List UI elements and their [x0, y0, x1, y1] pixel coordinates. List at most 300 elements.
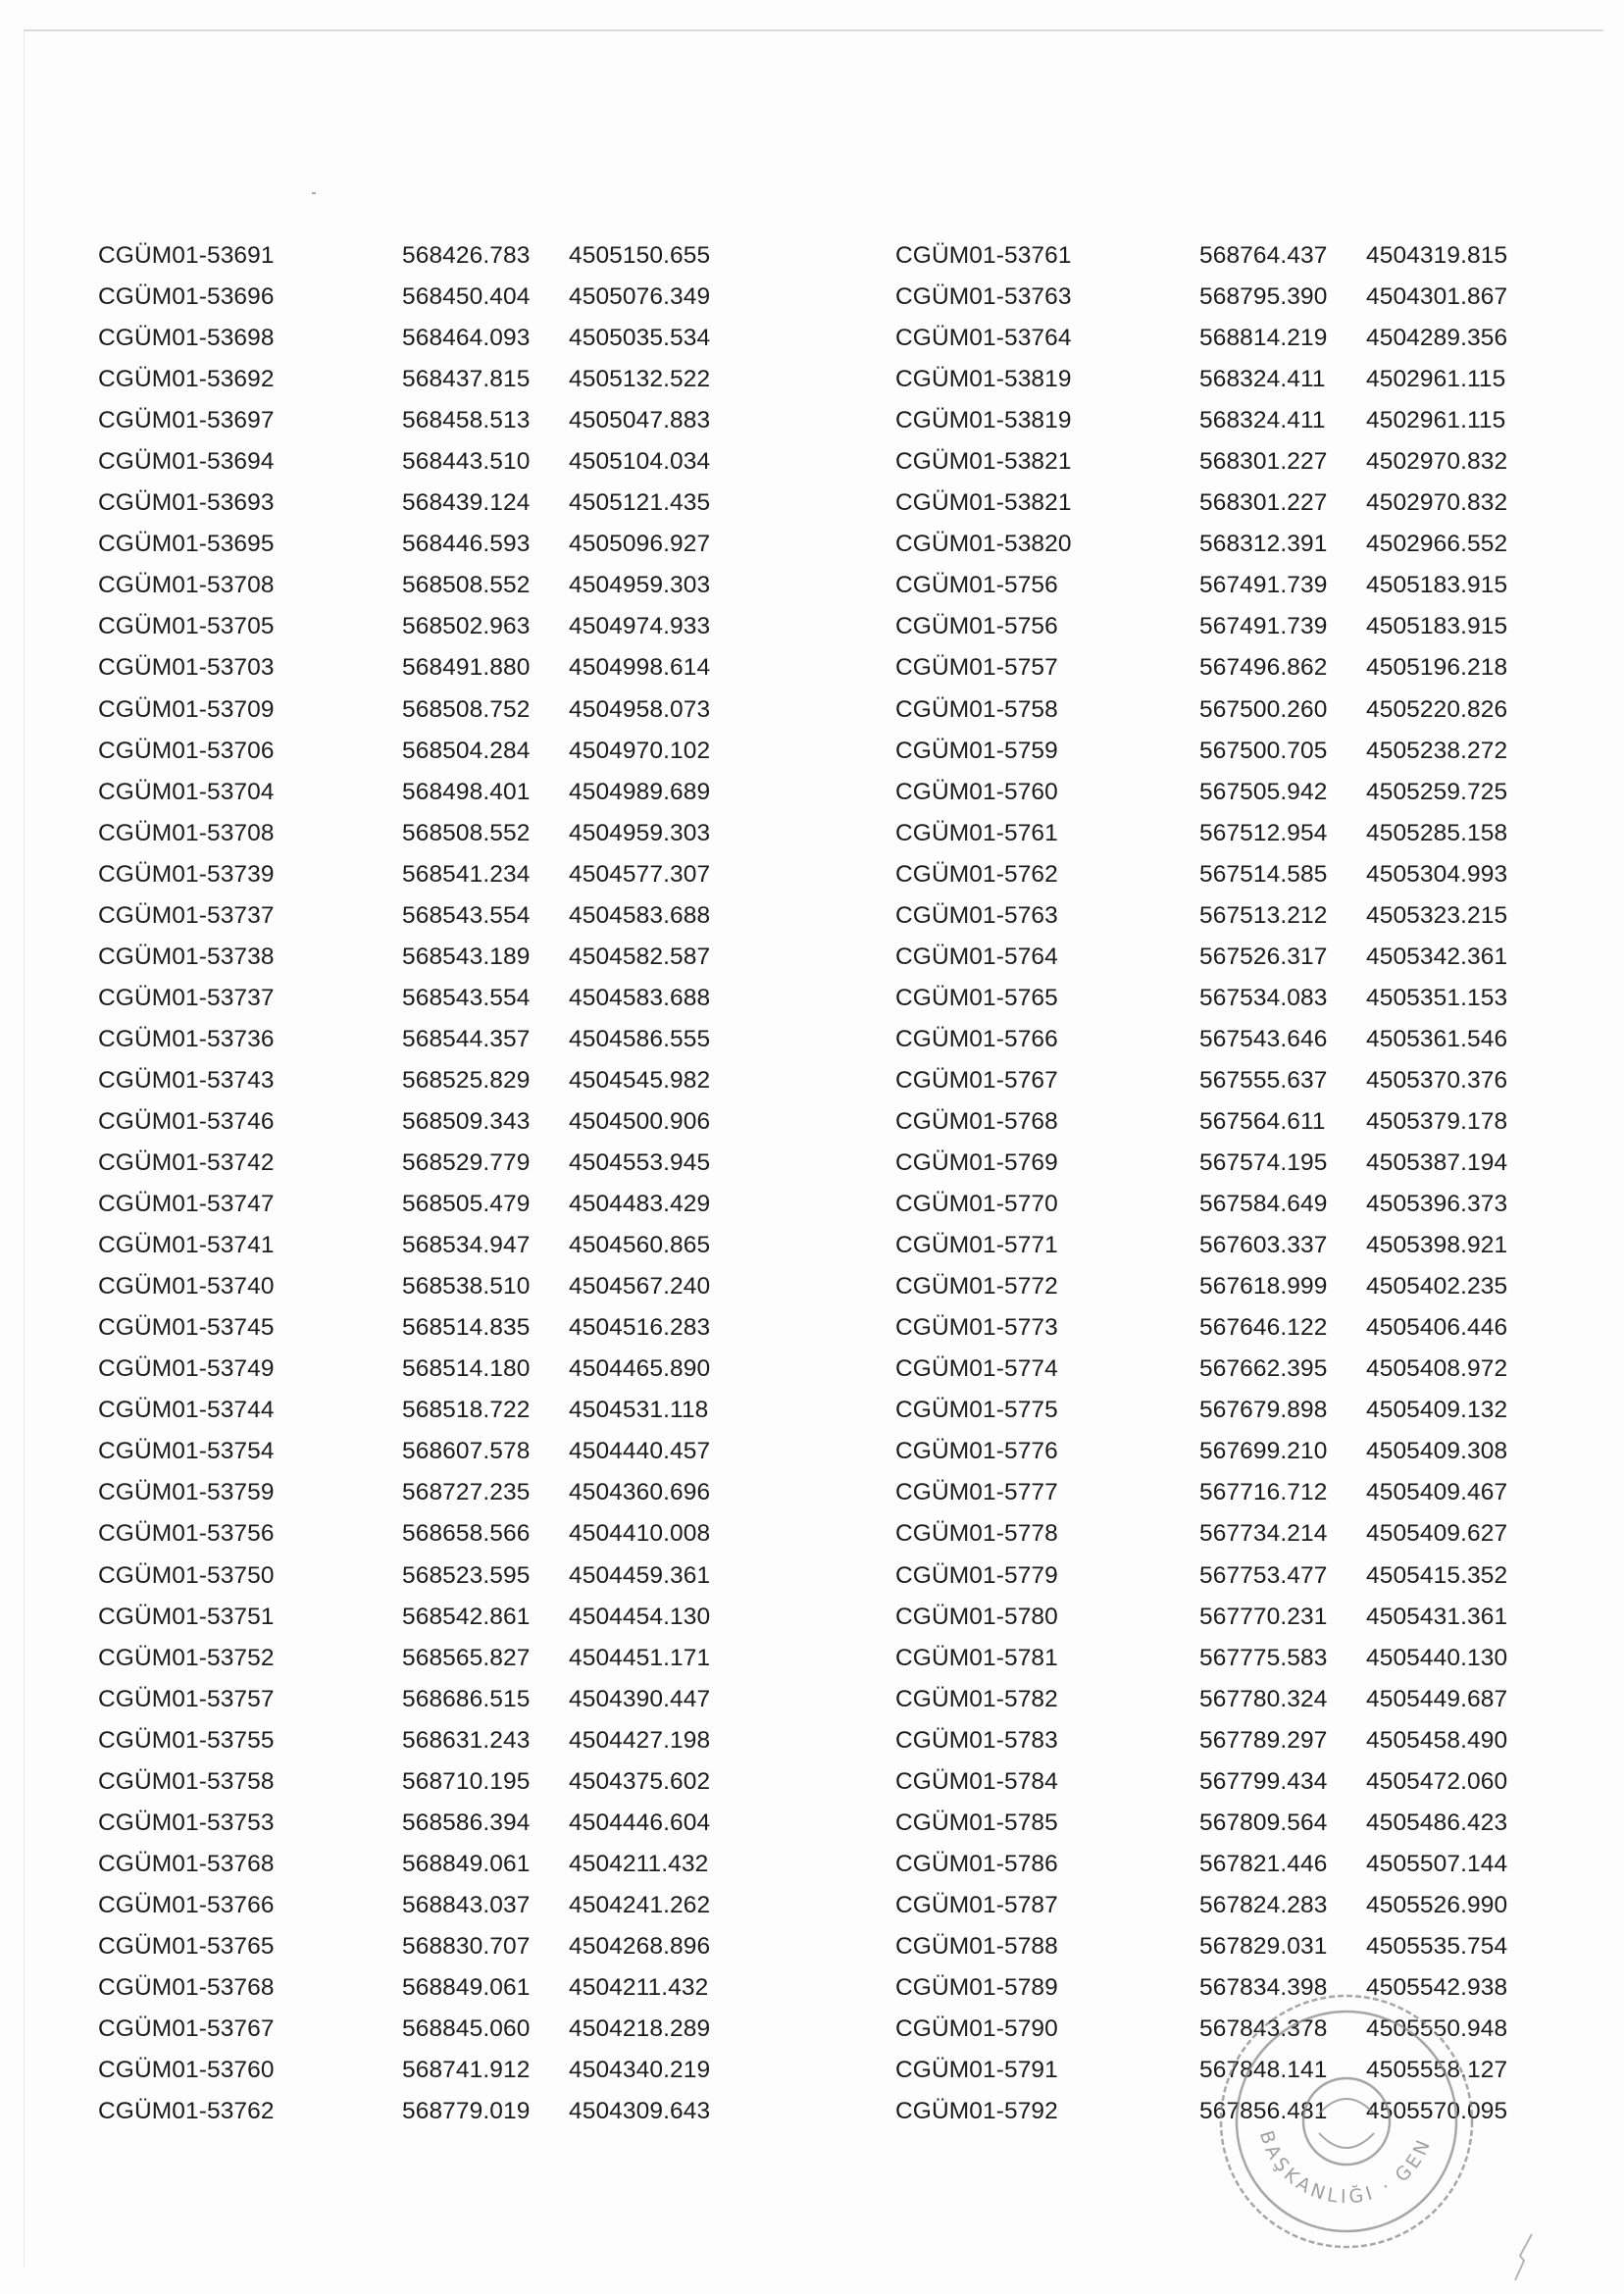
northing-value: 4505076.349 [569, 283, 711, 311]
coordinate-row [98, 1597, 736, 1638]
ink-mark [1510, 2226, 1540, 2285]
point-code: CGÜM01-5756 [895, 613, 1058, 640]
point-code: CGÜM01-53757 [98, 1685, 275, 1712]
northing-value: 4504241.262 [569, 1891, 711, 1918]
coordinate-row [98, 400, 736, 441]
northing-value: 4505526.990 [1366, 1891, 1508, 1918]
northing-value: 4504211.432 [569, 1850, 709, 1877]
point-code: CGÜM01-5760 [895, 778, 1058, 805]
point-code: CGÜM01-5774 [895, 1355, 1058, 1383]
coordinate-row [895, 1885, 1533, 1926]
easting-value: 567603.337 [1199, 1232, 1328, 1259]
northing-value: 4505132.522 [569, 366, 711, 393]
coordinate-row [98, 1390, 736, 1431]
point-code: CGÜM01-53705 [98, 613, 275, 640]
coordinate-row [895, 235, 1533, 277]
point-code: CGÜM01-5789 [895, 1973, 1058, 2001]
easting-value: 567799.434 [1199, 1767, 1328, 1795]
coordinate-row [895, 1349, 1533, 1390]
northing-value: 4504959.303 [569, 572, 711, 599]
point-code: CGÜM01-5780 [895, 1603, 1058, 1630]
northing-value: 4505285.158 [1366, 819, 1508, 846]
northing-value: 4505047.883 [569, 407, 711, 434]
coordinate-row [895, 1390, 1533, 1431]
coordinate-row [895, 813, 1533, 854]
northing-value: 4504989.689 [569, 778, 711, 805]
point-code: CGÜM01-5761 [895, 819, 1058, 846]
northing-value: 4505342.361 [1366, 943, 1508, 970]
coordinate-row [98, 1060, 736, 1101]
northing-value: 4504309.643 [569, 2098, 711, 2125]
easting-value: 568845.060 [402, 2015, 531, 2043]
easting-value: 568849.061 [402, 1850, 531, 1877]
point-code: CGÜM01-53746 [98, 1108, 275, 1135]
coordinate-row [98, 647, 736, 688]
coordinate-row [895, 1431, 1533, 1472]
northing-value: 4505440.130 [1366, 1644, 1508, 1671]
point-code: CGÜM01-53695 [98, 531, 275, 558]
northing-value: 4505409.132 [1366, 1397, 1508, 1424]
point-code: CGÜM01-53768 [98, 1850, 275, 1877]
point-code: CGÜM01-53750 [98, 1561, 275, 1589]
coordinate-row [98, 895, 736, 937]
northing-value: 4504516.283 [569, 1314, 711, 1342]
point-code: CGÜM01-53692 [98, 366, 275, 393]
northing-value: 4505259.725 [1366, 778, 1508, 805]
easting-value: 567809.564 [1199, 1809, 1328, 1836]
coordinate-row [98, 1555, 736, 1597]
point-code: CGÜM01-5756 [895, 572, 1058, 599]
northing-value: 4505449.687 [1366, 1685, 1508, 1712]
point-code: CGÜM01-53821 [895, 489, 1072, 517]
point-code: CGÜM01-53742 [98, 1149, 275, 1177]
coordinate-row [98, 1926, 736, 1967]
coordinate-list-right [895, 235, 1533, 2132]
easting-value: 568458.513 [402, 407, 531, 434]
point-code: CGÜM01-53761 [895, 242, 1072, 270]
easting-value: 567500.260 [1199, 695, 1328, 723]
coordinate-row [895, 1926, 1533, 1967]
northing-value: 4505323.215 [1366, 901, 1508, 929]
easting-value: 567829.031 [1199, 1932, 1328, 1960]
point-code: CGÜM01-5769 [895, 1149, 1058, 1177]
point-code: CGÜM01-5778 [895, 1520, 1058, 1548]
northing-value: 4505361.546 [1366, 1025, 1508, 1052]
point-code: CGÜM01-53760 [98, 2057, 275, 2084]
easting-value: 568631.243 [402, 1726, 531, 1754]
easting-value: 568814.219 [1199, 325, 1328, 352]
coordinate-row [98, 1019, 736, 1060]
easting-value: 568523.595 [402, 1561, 531, 1589]
easting-value: 568607.578 [402, 1438, 531, 1465]
coordinate-row [895, 1266, 1533, 1307]
northing-value: 4505096.927 [569, 531, 711, 558]
coordinate-row [895, 731, 1533, 772]
point-code: CGÜM01-5787 [895, 1891, 1058, 1918]
easting-value: 567789.297 [1199, 1726, 1328, 1754]
northing-value: 4505415.352 [1366, 1561, 1508, 1589]
easting-value: 567526.317 [1199, 943, 1328, 970]
easting-value: 567775.583 [1199, 1644, 1328, 1671]
point-code: CGÜM01-53768 [98, 1973, 275, 2001]
coordinate-row [98, 772, 736, 813]
northing-value: 4505035.534 [569, 325, 711, 352]
easting-value: 567491.739 [1199, 572, 1328, 599]
coordinate-row [98, 1761, 736, 1803]
point-code: CGÜM01-53708 [98, 819, 275, 846]
northing-value: 4505558.127 [1366, 2057, 1508, 2084]
coordinate-row [98, 1885, 736, 1926]
coordinate-row [895, 1597, 1533, 1638]
easting-value: 568301.227 [1199, 489, 1328, 517]
coordinate-row [895, 937, 1533, 978]
coordinate-row [98, 1307, 736, 1349]
easting-value: 567496.862 [1199, 654, 1328, 682]
northing-value: 4505387.194 [1366, 1149, 1508, 1177]
coordinate-row [895, 606, 1533, 647]
northing-value: 4504319.815 [1366, 242, 1508, 270]
point-code: CGÜM01-53743 [98, 1066, 275, 1094]
easting-value: 567699.210 [1199, 1438, 1328, 1465]
point-code: CGÜM01-5776 [895, 1438, 1058, 1465]
point-code: CGÜM01-5762 [895, 860, 1058, 888]
point-code: CGÜM01-53706 [98, 737, 275, 764]
northing-value: 4502970.832 [1366, 489, 1508, 517]
easting-value: 567555.637 [1199, 1066, 1328, 1094]
coordinate-row [895, 565, 1533, 606]
northing-value: 4504375.602 [569, 1767, 711, 1795]
point-code: CGÜM01-53744 [98, 1397, 275, 1424]
point-code: CGÜM01-53697 [98, 407, 275, 434]
northing-value: 4505402.235 [1366, 1273, 1508, 1300]
easting-value: 568795.390 [1199, 283, 1328, 311]
point-code: CGÜM01-53696 [98, 283, 275, 311]
point-code: CGÜM01-5759 [895, 737, 1058, 764]
coordinate-row [98, 1803, 736, 1844]
point-code: CGÜM01-53821 [895, 448, 1072, 476]
point-code: CGÜM01-53709 [98, 695, 275, 723]
northing-value: 4505472.060 [1366, 1767, 1508, 1795]
coordinate-row [895, 978, 1533, 1019]
easting-value: 567584.649 [1199, 1191, 1328, 1218]
northing-value: 4505121.435 [569, 489, 711, 517]
easting-value: 568505.479 [402, 1191, 531, 1218]
point-code: CGÜM01-5781 [895, 1644, 1058, 1671]
easting-value: 568504.284 [402, 737, 531, 764]
coordinate-row [895, 1679, 1533, 1720]
coordinate-row [98, 1184, 736, 1225]
coordinate-row [895, 1555, 1533, 1597]
point-code: CGÜM01-53739 [98, 860, 275, 888]
easting-value: 567662.395 [1199, 1355, 1328, 1383]
point-code: CGÜM01-53749 [98, 1355, 275, 1383]
easting-value: 567679.898 [1199, 1397, 1328, 1424]
coordinate-row [895, 1720, 1533, 1761]
easting-value: 567770.231 [1199, 1603, 1328, 1630]
northing-value: 4504446.604 [569, 1809, 711, 1836]
easting-value: 567821.446 [1199, 1850, 1328, 1877]
easting-value: 567513.212 [1199, 901, 1328, 929]
coordinate-row [98, 235, 736, 277]
easting-value: 567618.999 [1199, 1273, 1328, 1300]
easting-value: 567856.481 [1199, 2098, 1328, 2125]
northing-value: 4505550.948 [1366, 2015, 1508, 2043]
easting-value: 568727.235 [402, 1479, 531, 1506]
northing-value: 4505238.272 [1366, 737, 1508, 764]
easting-value: 568437.815 [402, 366, 531, 393]
coordinate-row [98, 1143, 736, 1184]
northing-value: 4504483.429 [569, 1191, 711, 1218]
easting-value: 567564.611 [1199, 1108, 1326, 1135]
point-code: CGÜM01-53766 [98, 1891, 275, 1918]
northing-value: 4505408.972 [1366, 1355, 1508, 1383]
easting-value: 567716.712 [1199, 1479, 1328, 1506]
coordinate-row [98, 606, 736, 647]
northing-value: 4504340.219 [569, 2057, 711, 2084]
point-code: CGÜM01-5772 [895, 1273, 1058, 1300]
easting-value: 568514.835 [402, 1314, 531, 1342]
coordinate-row [98, 854, 736, 895]
easting-value: 568542.861 [402, 1603, 531, 1630]
easting-value: 568541.234 [402, 860, 531, 888]
northing-value: 4504218.289 [569, 2015, 711, 2043]
northing-value: 4505431.361 [1366, 1603, 1508, 1630]
coordinate-row [895, 1513, 1533, 1555]
point-code: CGÜM01-5758 [895, 695, 1058, 723]
coordinate-row [98, 359, 736, 400]
northing-value: 4505458.490 [1366, 1726, 1508, 1754]
easting-value: 568450.404 [402, 283, 531, 311]
point-code: CGÜM01-53694 [98, 448, 275, 476]
stamp-text: BAŞKANLIĞI · GEN [1254, 2127, 1437, 2209]
northing-value: 4502966.552 [1366, 531, 1508, 558]
scan-mark [312, 192, 316, 194]
northing-value: 4502961.115 [1366, 407, 1506, 434]
point-code: CGÜM01-5777 [895, 1479, 1058, 1506]
point-code: CGÜM01-53751 [98, 1603, 275, 1630]
coordinate-row [98, 277, 736, 318]
coordinate-row [98, 1349, 736, 1390]
easting-value: 567514.585 [1199, 860, 1328, 888]
northing-value: 4505183.915 [1366, 572, 1508, 599]
northing-value: 4505396.373 [1366, 1191, 1508, 1218]
northing-value: 4504410.008 [569, 1520, 711, 1548]
official-seal-stamp [1201, 1966, 1486, 2261]
coordinate-row [895, 1184, 1533, 1225]
northing-value: 4505507.144 [1366, 1850, 1508, 1877]
point-code: CGÜM01-53703 [98, 654, 275, 682]
point-code: CGÜM01-5770 [895, 1191, 1058, 1218]
northing-value: 4504454.130 [569, 1603, 711, 1630]
easting-value: 567843.378 [1199, 2015, 1328, 2043]
coordinate-row [895, 1019, 1533, 1060]
easting-value: 567543.646 [1199, 1025, 1328, 1052]
coordinate-row [98, 937, 736, 978]
point-code: CGÜM01-5773 [895, 1314, 1058, 1342]
point-code: CGÜM01-53708 [98, 572, 275, 599]
coordinate-row [98, 2009, 736, 2050]
point-code: CGÜM01-5779 [895, 1561, 1058, 1589]
easting-value: 568543.554 [402, 984, 531, 1011]
easting-value: 568514.180 [402, 1355, 531, 1383]
easting-value: 568830.707 [402, 1932, 531, 1960]
easting-value: 568426.783 [402, 242, 531, 270]
northing-value: 4502961.115 [1366, 366, 1506, 393]
point-code: CGÜM01-5783 [895, 1726, 1058, 1754]
easting-value: 568439.124 [402, 489, 531, 517]
coordinate-row [98, 2091, 736, 2132]
easting-value: 568301.227 [1199, 448, 1328, 476]
coordinate-row [895, 1472, 1533, 1513]
easting-value: 568508.552 [402, 572, 531, 599]
northing-value: 4505398.921 [1366, 1232, 1508, 1259]
point-code: CGÜM01-53758 [98, 1767, 275, 1795]
northing-value: 4504582.587 [569, 943, 711, 970]
coordinate-row [98, 731, 736, 772]
easting-value: 568446.593 [402, 531, 531, 558]
point-code: CGÜM01-53762 [98, 2098, 275, 2125]
coordinate-row [895, 400, 1533, 441]
point-code: CGÜM01-53747 [98, 1191, 275, 1218]
point-code: CGÜM01-53820 [895, 531, 1072, 558]
coordinate-row [895, 441, 1533, 483]
easting-value: 568498.401 [402, 778, 531, 805]
easting-value: 568518.722 [402, 1397, 531, 1424]
northing-value: 4504577.307 [569, 860, 711, 888]
easting-value: 568843.037 [402, 1891, 531, 1918]
point-code: CGÜM01-5767 [895, 1066, 1058, 1094]
coordinate-row [895, 1101, 1533, 1143]
easting-value: 567848.141 [1199, 2057, 1328, 2084]
point-code: CGÜM01-5785 [895, 1809, 1058, 1836]
coordinate-row [895, 1307, 1533, 1349]
point-code: CGÜM01-53754 [98, 1438, 275, 1465]
point-code: CGÜM01-53753 [98, 1809, 275, 1836]
coordinate-row [98, 1472, 736, 1513]
point-code: CGÜM01-5764 [895, 943, 1058, 970]
northing-value: 4504360.696 [569, 1479, 711, 1506]
easting-value: 568443.510 [402, 448, 531, 476]
northing-value: 4505542.938 [1366, 1973, 1508, 2001]
northing-value: 4505370.376 [1366, 1066, 1508, 1094]
northing-value: 4504974.933 [569, 613, 711, 640]
coordinate-row [98, 1967, 736, 2009]
northing-value: 4505183.915 [1366, 613, 1508, 640]
northing-value: 4504959.303 [569, 819, 711, 846]
coordinate-row [98, 483, 736, 524]
easting-value: 567491.739 [1199, 613, 1328, 640]
coordinate-row [895, 1225, 1533, 1266]
coordinate-row [98, 318, 736, 359]
northing-value: 4502970.832 [1366, 448, 1508, 476]
point-code: CGÜM01-5768 [895, 1108, 1058, 1135]
northing-value: 4504465.890 [569, 1355, 711, 1383]
point-code: CGÜM01-5790 [895, 2015, 1058, 2043]
northing-value: 4505150.655 [569, 242, 711, 270]
coordinate-row [98, 1844, 736, 1885]
coordinate-row [895, 689, 1533, 731]
northing-value: 4505570.095 [1366, 2098, 1508, 2125]
point-code: CGÜM01-5792 [895, 2098, 1058, 2125]
point-code: CGÜM01-53819 [895, 407, 1072, 434]
coordinate-row [98, 2050, 736, 2091]
easting-value: 567505.942 [1199, 778, 1328, 805]
northing-value: 4504459.361 [569, 1561, 711, 1589]
easting-value: 568543.189 [402, 943, 531, 970]
easting-value: 567834.398 [1199, 1973, 1328, 2001]
easting-value: 567780.324 [1199, 1685, 1328, 1712]
easting-value: 568658.566 [402, 1520, 531, 1548]
coordinate-row [895, 1803, 1533, 1844]
easting-value: 568508.752 [402, 695, 531, 723]
northing-value: 4504545.982 [569, 1066, 711, 1094]
point-code: CGÜM01-53745 [98, 1314, 275, 1342]
easting-value: 568324.411 [1199, 407, 1326, 434]
coordinate-row [895, 1844, 1533, 1885]
easting-value: 568312.391 [1199, 531, 1328, 558]
easting-value: 568502.963 [402, 613, 531, 640]
northing-value: 4504583.688 [569, 901, 711, 929]
coordinate-row [98, 1638, 736, 1679]
easting-value: 568534.947 [402, 1232, 531, 1259]
easting-value: 568764.437 [1199, 242, 1328, 270]
northing-value: 4504268.896 [569, 1932, 711, 1960]
easting-value: 568710.195 [402, 1767, 531, 1795]
point-code: CGÜM01-5766 [895, 1025, 1058, 1052]
point-code: CGÜM01-5775 [895, 1397, 1058, 1424]
point-code: CGÜM01-53737 [98, 901, 275, 929]
easting-value: 568565.827 [402, 1644, 531, 1671]
northing-value: 4504289.356 [1366, 325, 1508, 352]
coordinate-row [98, 1225, 736, 1266]
northing-value: 4505351.153 [1366, 984, 1508, 1011]
point-code: CGÜM01-53819 [895, 366, 1072, 393]
point-code: CGÜM01-5757 [895, 654, 1058, 682]
easting-value: 567824.283 [1199, 1891, 1328, 1918]
point-code: CGÜM01-5765 [895, 984, 1058, 1011]
easting-value: 568586.394 [402, 1809, 531, 1836]
northing-value: 4505104.034 [569, 448, 711, 476]
coordinate-row [895, 277, 1533, 318]
point-code: CGÜM01-53756 [98, 1520, 275, 1548]
northing-value: 4504390.447 [569, 1685, 711, 1712]
point-code: CGÜM01-53763 [895, 283, 1072, 311]
easting-value: 567534.083 [1199, 984, 1328, 1011]
point-code: CGÜM01-53767 [98, 2015, 275, 2043]
northing-value: 4504560.865 [569, 1232, 711, 1259]
point-code: CGÜM01-53738 [98, 943, 275, 970]
northing-value: 4504583.688 [569, 984, 711, 1011]
easting-value: 567500.705 [1199, 737, 1328, 764]
northing-value: 4505535.754 [1366, 1932, 1508, 1960]
easting-value: 568529.779 [402, 1149, 531, 1177]
northing-value: 4505409.467 [1366, 1479, 1508, 1506]
northing-value: 4504998.614 [569, 654, 711, 682]
coordinate-row [98, 813, 736, 854]
point-code: CGÜM01-5782 [895, 1685, 1058, 1712]
easting-value: 568464.093 [402, 325, 531, 352]
point-code: CGÜM01-53736 [98, 1025, 275, 1052]
northing-value: 4504211.432 [569, 1973, 709, 2001]
easting-value: 567512.954 [1199, 819, 1328, 846]
coordinate-list-left [98, 235, 736, 2132]
northing-value: 4505406.446 [1366, 1314, 1508, 1342]
easting-value: 567753.477 [1199, 1561, 1328, 1589]
coordinate-row [895, 1060, 1533, 1101]
northing-value: 4504553.945 [569, 1149, 711, 1177]
coordinate-row [98, 978, 736, 1019]
northing-value: 4504970.102 [569, 737, 711, 764]
